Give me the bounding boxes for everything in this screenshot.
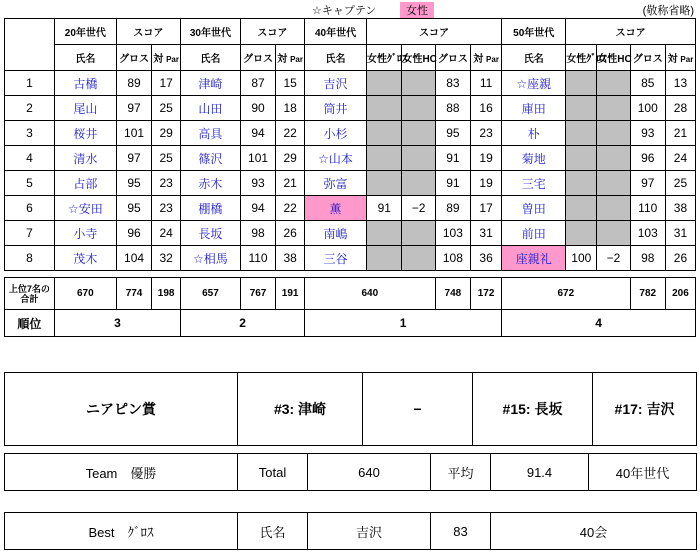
- gen50-header: 50年世代: [502, 19, 566, 45]
- gen50-name: 菊地: [502, 146, 566, 171]
- gen20-score-header: スコア: [116, 19, 180, 45]
- gen50-female-gross: [566, 196, 597, 221]
- gen40-name: 小杉: [305, 121, 367, 146]
- near-pin-table: [4, 372, 697, 446]
- female-gross-header: 女性ｸﾞﾛｽ: [566, 45, 597, 71]
- name-header: 氏名: [181, 45, 241, 71]
- gen50-female-gross: [566, 221, 597, 246]
- gross-header: グロス: [116, 45, 151, 71]
- gen50-name: 曽田: [502, 196, 566, 221]
- near-pin-hole15: #15: 長坂: [473, 373, 593, 446]
- gen40-female-hc: [402, 246, 435, 271]
- gen30-vs-par: 22: [276, 196, 305, 221]
- gen50-gross: 93: [630, 121, 665, 146]
- gen50-name: 前田: [502, 221, 566, 246]
- gen20-rank: 3: [54, 310, 180, 337]
- player-row: [5, 121, 696, 146]
- gen40-female-gross: 91: [367, 196, 402, 221]
- near-pin-label: ニアピン賞: [5, 373, 238, 446]
- gen40-female-hc: [402, 221, 435, 246]
- gen20-header: 20年世代: [54, 19, 116, 45]
- gen40-female-hc: [402, 96, 435, 121]
- gen40-name: 筒井: [305, 96, 367, 121]
- gen30-name: 長坂: [181, 221, 241, 246]
- gen40-female-gross: [367, 121, 402, 146]
- gen50-female-gross: [566, 121, 597, 146]
- player-row: [5, 146, 696, 171]
- gen50-gross: 103: [630, 221, 665, 246]
- gen30-rank: 2: [181, 310, 305, 337]
- gen40-female-hc: [402, 146, 435, 171]
- gen40-female-gross: [367, 171, 402, 196]
- gen40-name: ☆山本: [305, 146, 367, 171]
- near-pin-hole17: #17: 吉沢: [593, 373, 697, 446]
- player-row: [5, 171, 696, 196]
- gen20-name: 茂木: [54, 246, 116, 271]
- gen20-vs-par: 29: [152, 121, 181, 146]
- gen20-gross: 97: [116, 96, 151, 121]
- gross-header: グロス: [435, 45, 470, 71]
- gen40-total: 640: [305, 278, 436, 310]
- row-number: 7: [5, 221, 55, 246]
- row-number: 3: [5, 121, 55, 146]
- gen30-gross-sum: 767: [240, 278, 275, 310]
- female-legend: 女性: [400, 2, 434, 18]
- gen40-female-hc: [402, 121, 435, 146]
- gen30-name: ☆相馬: [181, 246, 241, 271]
- gen20-vs-par: 32: [152, 246, 181, 271]
- gen30-name: 津崎: [181, 71, 241, 96]
- gen30-gross: 94: [240, 196, 275, 221]
- gen20-total: 670: [54, 278, 116, 310]
- gen50-gross: 98: [630, 246, 665, 271]
- row-number: 8: [5, 246, 55, 271]
- player-row: [5, 246, 696, 271]
- gen50-vs-par: 25: [665, 171, 695, 196]
- gen50-name: 朴: [502, 121, 566, 146]
- gen50-female-gross: [566, 146, 597, 171]
- corner-cell: [5, 19, 55, 71]
- gen20-name: 小寺: [54, 221, 116, 246]
- gen20-vs-par: 23: [152, 171, 181, 196]
- gen50-vs-par: 21: [665, 121, 695, 146]
- gen40-vs-par: 16: [471, 96, 502, 121]
- gen40-name: 三谷: [305, 246, 367, 271]
- gen50-name: 庫田: [502, 96, 566, 121]
- team-total-label: Total: [238, 454, 308, 491]
- gen40-vs-par: 19: [471, 146, 502, 171]
- gen20-name: 古橋: [54, 71, 116, 96]
- gen50-female-hc: −2: [597, 246, 630, 271]
- gen20-name: 桜井: [54, 121, 116, 146]
- gen50-gross: 110: [630, 196, 665, 221]
- gen40-name: 薫: [305, 196, 367, 221]
- gen50-gross: 85: [630, 71, 665, 96]
- gen30-header: 30年世代: [181, 19, 241, 45]
- gen20-gross: 89: [116, 71, 151, 96]
- gen30-vs-par: 38: [276, 246, 305, 271]
- gen50-vs-par: 28: [665, 96, 695, 121]
- near-pin-hole3: #3: 津崎: [238, 373, 363, 446]
- gen30-vs-par: 29: [276, 146, 305, 171]
- gen50-female-hc: [597, 221, 630, 246]
- gen50-gross-sum: 782: [630, 278, 665, 310]
- gen50-female-hc: [597, 71, 630, 96]
- gen40-gross: 95: [435, 121, 470, 146]
- totals-row: [5, 278, 696, 310]
- gen20-vs-par: 25: [152, 146, 181, 171]
- separator: [5, 271, 696, 278]
- gen30-name: 棚橋: [181, 196, 241, 221]
- gen40-female-gross: [367, 221, 402, 246]
- gen40-gross: 108: [435, 246, 470, 271]
- team-average-value: 91.4: [491, 454, 589, 491]
- gen40-vs-par: 23: [471, 121, 502, 146]
- gen40-gross-sum: 748: [435, 278, 470, 310]
- gen40-vs-par: 17: [471, 196, 502, 221]
- gen50-female-hc: [597, 171, 630, 196]
- gen20-gross: 97: [116, 146, 151, 171]
- gen30-gross: 94: [240, 121, 275, 146]
- gen50-gross: 96: [630, 146, 665, 171]
- best-meeting: 40会: [491, 513, 697, 550]
- totals-label: 上位7名の合計: [5, 278, 55, 310]
- near-pin-empty: −: [363, 373, 473, 446]
- gen40-gross: 89: [435, 196, 470, 221]
- gen30-name: 山田: [181, 96, 241, 121]
- gen40-gross: 83: [435, 71, 470, 96]
- gen20-par-sum: 198: [152, 278, 181, 310]
- gen40-vs-par: 31: [471, 221, 502, 246]
- row-number: 1: [5, 71, 55, 96]
- gen50-rank: 4: [502, 310, 696, 337]
- gen30-gross: 98: [240, 221, 275, 246]
- gen40-gross: 103: [435, 221, 470, 246]
- gross-header: グロス: [240, 45, 275, 71]
- gen50-name: 三宅: [502, 171, 566, 196]
- gen50-female-gross: [566, 96, 597, 121]
- gen30-name: 高具: [181, 121, 241, 146]
- gen50-gross: 100: [630, 96, 665, 121]
- vs-par-header: 対 Par: [471, 45, 502, 71]
- gen30-gross: 101: [240, 146, 275, 171]
- name-header: 氏名: [54, 45, 116, 71]
- team-winner: 40年世代: [589, 454, 697, 491]
- gen20-name: 尾山: [54, 96, 116, 121]
- team-win-table: [4, 453, 697, 491]
- gen50-vs-par: 38: [665, 196, 695, 221]
- best-gross-table: [4, 512, 697, 550]
- gen40-rank: 1: [305, 310, 502, 337]
- gen20-name: ☆安田: [54, 196, 116, 221]
- gen50-gross: 97: [630, 171, 665, 196]
- gen40-vs-par: 36: [471, 246, 502, 271]
- row-number: 4: [5, 146, 55, 171]
- ranking-label: 順位: [5, 310, 55, 337]
- gen40-female-gross: [367, 146, 402, 171]
- gen50-name: ☆座親: [502, 71, 566, 96]
- gen40-female-gross: [367, 71, 402, 96]
- ranking-row: [5, 310, 696, 337]
- vs-par-header: 対 Par: [152, 45, 181, 71]
- header-row-2: [5, 45, 696, 71]
- gen20-gross: 95: [116, 171, 151, 196]
- gen40-name: 吉沢: [305, 71, 367, 96]
- gen40-gross: 88: [435, 96, 470, 121]
- team-total-value: 640: [308, 454, 431, 491]
- best-name-value: 吉沢: [308, 513, 431, 550]
- row-number: 6: [5, 196, 55, 221]
- gen40-female-hc: [402, 171, 435, 196]
- name-header: 氏名: [502, 45, 566, 71]
- best-score: 83: [431, 513, 491, 550]
- gen30-gross: 93: [240, 171, 275, 196]
- gen50-vs-par: 13: [665, 71, 695, 96]
- best-gross-label: Best ｸﾞﾛｽ: [5, 513, 238, 550]
- gen50-name: 座親礼: [502, 246, 566, 271]
- gen30-name: 篠沢: [181, 146, 241, 171]
- gen50-par-sum: 206: [665, 278, 695, 310]
- gen50-total: 672: [502, 278, 630, 310]
- gen50-female-gross: [566, 171, 597, 196]
- gen50-score-header: スコア: [566, 19, 696, 45]
- gen20-vs-par: 24: [152, 221, 181, 246]
- gen20-vs-par: 23: [152, 196, 181, 221]
- gen50-female-gross: [566, 71, 597, 96]
- gen40-name: 南嶋: [305, 221, 367, 246]
- gen30-gross: 87: [240, 71, 275, 96]
- gen40-female-gross: [367, 246, 402, 271]
- gen40-vs-par: 19: [471, 171, 502, 196]
- player-row: [5, 96, 696, 121]
- gen30-vs-par: 21: [276, 171, 305, 196]
- gen20-name: 清水: [54, 146, 116, 171]
- gen30-vs-par: 22: [276, 121, 305, 146]
- player-row: [5, 221, 696, 246]
- gen30-vs-par: 15: [276, 71, 305, 96]
- gen30-name: 赤木: [181, 171, 241, 196]
- gen40-gross: 91: [435, 171, 470, 196]
- gen30-total: 657: [181, 278, 241, 310]
- gen30-vs-par: 18: [276, 96, 305, 121]
- gen50-female-hc: [597, 121, 630, 146]
- row-number: 2: [5, 96, 55, 121]
- gen40-gross: 91: [435, 146, 470, 171]
- gen20-vs-par: 25: [152, 96, 181, 121]
- gen50-female-hc: [597, 196, 630, 221]
- gen20-name: 占部: [54, 171, 116, 196]
- gen50-vs-par: 24: [665, 146, 695, 171]
- gen20-gross: 104: [116, 246, 151, 271]
- honorific-note: (敬称省略): [642, 5, 694, 17]
- gen30-par-sum: 191: [276, 278, 305, 310]
- gen20-vs-par: 17: [152, 71, 181, 96]
- female-gross-header: 女性ｸﾞﾛｽ: [367, 45, 402, 71]
- gen40-header: 40年世代: [305, 19, 367, 45]
- gen40-vs-par: 11: [471, 71, 502, 96]
- gen50-female-hc: [597, 146, 630, 171]
- female-hc-header: 女性HC: [597, 45, 630, 71]
- gen30-gross: 90: [240, 96, 275, 121]
- team-win-label: Team 優勝: [5, 454, 238, 491]
- gen30-gross: 110: [240, 246, 275, 271]
- vs-par-header: 対 Par: [276, 45, 305, 71]
- gen20-gross-sum: 774: [116, 278, 151, 310]
- score-table: [4, 18, 696, 337]
- female-hc-header: 女性HC: [402, 45, 435, 71]
- gen40-par-sum: 172: [471, 278, 502, 310]
- player-row: [5, 196, 696, 221]
- gen40-name: 弥富: [305, 171, 367, 196]
- gen20-gross: 101: [116, 121, 151, 146]
- name-header: 氏名: [305, 45, 367, 71]
- gen50-female-hc: [597, 96, 630, 121]
- gen50-vs-par: 26: [665, 246, 695, 271]
- gen50-female-gross: 100: [566, 246, 597, 271]
- gen30-score-header: スコア: [240, 19, 304, 45]
- row-number: 5: [5, 171, 55, 196]
- best-name-label: 氏名: [238, 513, 308, 550]
- team-average-label: 平均: [431, 454, 491, 491]
- gen40-female-gross: [367, 96, 402, 121]
- gen40-female-hc: [402, 71, 435, 96]
- vs-par-header: 対 Par: [665, 45, 695, 71]
- gen30-vs-par: 26: [276, 221, 305, 246]
- header-row-1: [5, 19, 696, 45]
- gen50-vs-par: 31: [665, 221, 695, 246]
- gen20-gross: 95: [116, 196, 151, 221]
- gen20-gross: 96: [116, 221, 151, 246]
- gross-header: グロス: [630, 45, 665, 71]
- gen40-score-header: スコア: [367, 19, 502, 45]
- captain-legend: ☆キャプテン: [312, 5, 377, 17]
- gen40-female-hc: −2: [402, 196, 435, 221]
- player-row: [5, 71, 696, 96]
